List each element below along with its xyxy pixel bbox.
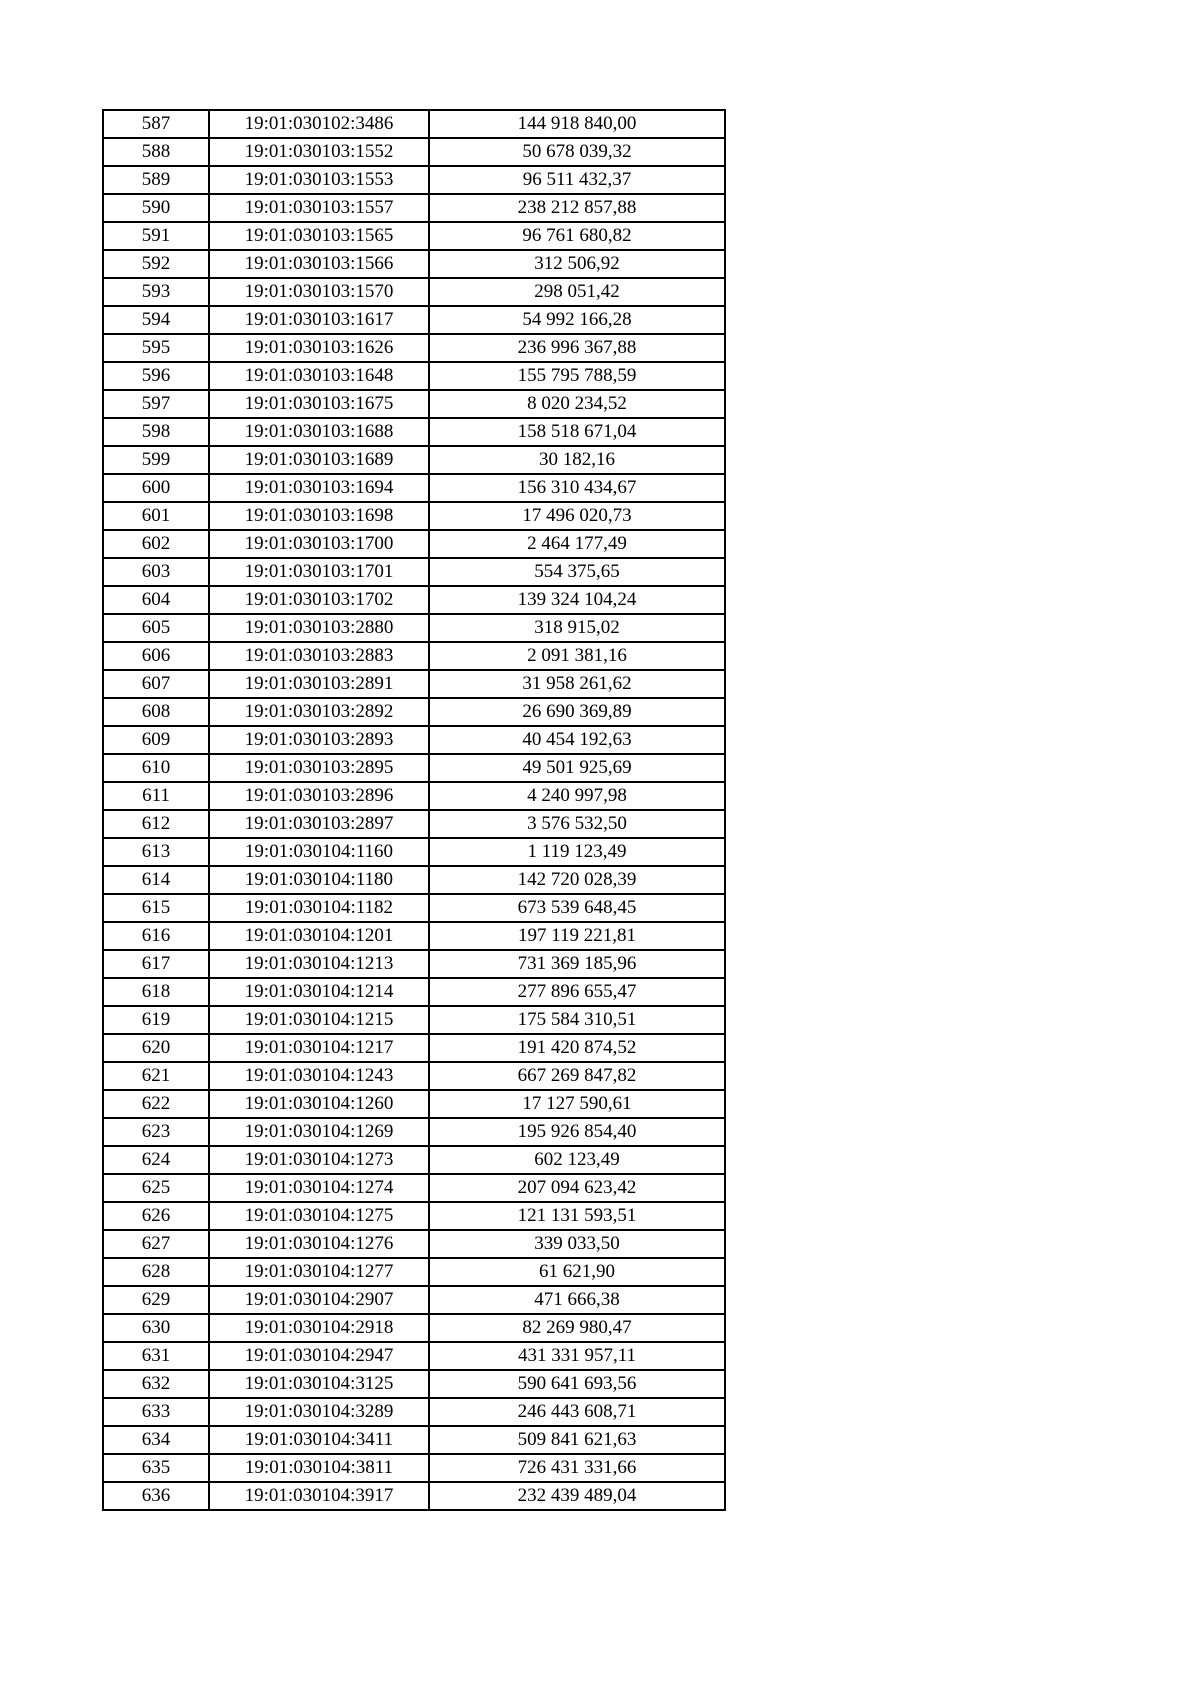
cadastral-number-cell: 19:01:030103:2893 (209, 726, 429, 754)
table-row (103, 1034, 725, 1062)
table-row (103, 1258, 725, 1286)
cadastral-number-cell: 19:01:030103:1557 (209, 194, 429, 222)
row-number-cell: 600 (103, 474, 209, 502)
table-row (103, 474, 725, 502)
cadastral-number-cell: 19:01:030104:1213 (209, 950, 429, 978)
cadastral-value-cell: 49 501 925,69 (429, 754, 725, 782)
cadastral-value-cell: 4 240 997,98 (429, 782, 725, 810)
cadastral-number-cell: 19:01:030102:3486 (209, 110, 429, 138)
row-number-cell: 589 (103, 166, 209, 194)
table-row (103, 250, 725, 278)
cadastral-number-cell: 19:01:030103:1648 (209, 362, 429, 390)
cadastral-value-cell: 31 958 261,62 (429, 670, 725, 698)
cadastral-number-cell: 19:01:030104:3811 (209, 1454, 429, 1482)
table-row (103, 306, 725, 334)
row-number-cell: 597 (103, 390, 209, 418)
cadastral-value-cell: 602 123,49 (429, 1146, 725, 1174)
cadastral-number-cell: 19:01:030103:2883 (209, 642, 429, 670)
row-number-cell: 608 (103, 698, 209, 726)
table-row (103, 1398, 725, 1426)
cadastral-value-cell: 139 324 104,24 (429, 586, 725, 614)
row-number-cell: 590 (103, 194, 209, 222)
cadastral-value-cell: 197 119 221,81 (429, 922, 725, 950)
table-row (103, 1230, 725, 1258)
row-number-cell: 633 (103, 1398, 209, 1426)
cadastral-number-cell: 19:01:030103:1702 (209, 586, 429, 614)
table-row (103, 1286, 725, 1314)
row-number-cell: 612 (103, 810, 209, 838)
row-number-cell: 615 (103, 894, 209, 922)
cadastral-value-cell: 339 033,50 (429, 1230, 725, 1258)
cadastral-value-cell: 298 051,42 (429, 278, 725, 306)
cadastral-number-cell: 19:01:030104:3289 (209, 1398, 429, 1426)
cadastral-value-cell: 96 761 680,82 (429, 222, 725, 250)
row-number-cell: 631 (103, 1342, 209, 1370)
cadastral-value-cell: 238 212 857,88 (429, 194, 725, 222)
table-row (103, 1426, 725, 1454)
row-number-cell: 614 (103, 866, 209, 894)
row-number-cell: 622 (103, 1090, 209, 1118)
row-number-cell: 605 (103, 614, 209, 642)
cadastral-value-cell: 509 841 621,63 (429, 1426, 725, 1454)
row-number-cell: 624 (103, 1146, 209, 1174)
row-number-cell: 634 (103, 1426, 209, 1454)
row-number-cell: 611 (103, 782, 209, 810)
row-number-cell: 588 (103, 138, 209, 166)
cadastral-number-cell: 19:01:030104:1160 (209, 838, 429, 866)
row-number-cell: 587 (103, 110, 209, 138)
cadastral-value-cell: 667 269 847,82 (429, 1062, 725, 1090)
row-number-cell: 596 (103, 362, 209, 390)
table-row (103, 1174, 725, 1202)
table-row (103, 1482, 725, 1510)
cadastral-number-cell: 19:01:030103:1701 (209, 558, 429, 586)
table-row (103, 1314, 725, 1342)
table-row (103, 390, 725, 418)
table-row (103, 894, 725, 922)
cadastral-value-cell: 17 127 590,61 (429, 1090, 725, 1118)
cadastral-number-cell: 19:01:030104:1276 (209, 1230, 429, 1258)
cadastral-value-cell: 471 666,38 (429, 1286, 725, 1314)
row-number-cell: 592 (103, 250, 209, 278)
table-row (103, 698, 725, 726)
cadastral-number-cell: 19:01:030104:3917 (209, 1482, 429, 1510)
row-number-cell: 599 (103, 446, 209, 474)
table-row (103, 138, 725, 166)
row-number-cell: 601 (103, 502, 209, 530)
cadastral-value-cell: 1 119 123,49 (429, 838, 725, 866)
cadastral-number-cell: 19:01:030104:1260 (209, 1090, 429, 1118)
cadastral-value-cell: 144 918 840,00 (429, 110, 725, 138)
cadastral-number-cell: 19:01:030104:1273 (209, 1146, 429, 1174)
cadastral-value-cell: 246 443 608,71 (429, 1398, 725, 1426)
row-number-cell: 606 (103, 642, 209, 670)
table-row (103, 922, 725, 950)
row-number-cell: 627 (103, 1230, 209, 1258)
cadastral-value-cell: 175 584 310,51 (429, 1006, 725, 1034)
cadastral-value-cell: 96 511 432,37 (429, 166, 725, 194)
cadastral-number-cell: 19:01:030104:1214 (209, 978, 429, 1006)
row-number-cell: 620 (103, 1034, 209, 1062)
cadastral-value-cell: 40 454 192,63 (429, 726, 725, 754)
table-row (103, 726, 725, 754)
row-number-cell: 603 (103, 558, 209, 586)
cadastral-number-cell: 19:01:030104:1180 (209, 866, 429, 894)
table-row (103, 166, 725, 194)
row-number-cell: 630 (103, 1314, 209, 1342)
cadastral-value-table (102, 109, 726, 1511)
table-row (103, 334, 725, 362)
table-row (103, 110, 725, 138)
cadastral-number-cell: 19:01:030103:1689 (209, 446, 429, 474)
cadastral-value-cell: 158 518 671,04 (429, 418, 725, 446)
cadastral-number-cell: 19:01:030104:1243 (209, 1062, 429, 1090)
cadastral-value-cell: 121 131 593,51 (429, 1202, 725, 1230)
cadastral-number-cell: 19:01:030103:2880 (209, 614, 429, 642)
cadastral-number-cell: 19:01:030103:1675 (209, 390, 429, 418)
table-row (103, 950, 725, 978)
cadastral-value-cell: 17 496 020,73 (429, 502, 725, 530)
table-row (103, 838, 725, 866)
cadastral-number-cell: 19:01:030103:1688 (209, 418, 429, 446)
cadastral-number-cell: 19:01:030103:2897 (209, 810, 429, 838)
table-row (103, 782, 725, 810)
table-row (103, 1062, 725, 1090)
cadastral-value-cell: 318 915,02 (429, 614, 725, 642)
table-row (103, 530, 725, 558)
cadastral-number-cell: 19:01:030104:2947 (209, 1342, 429, 1370)
cadastral-value-cell: 236 996 367,88 (429, 334, 725, 362)
cadastral-value-cell: 61 621,90 (429, 1258, 725, 1286)
cadastral-value-cell: 673 539 648,45 (429, 894, 725, 922)
table-row (103, 418, 725, 446)
row-number-cell: 595 (103, 334, 209, 362)
table-row (103, 1090, 725, 1118)
table-row (103, 978, 725, 1006)
cadastral-value-cell: 30 182,16 (429, 446, 725, 474)
cadastral-number-cell: 19:01:030104:2907 (209, 1286, 429, 1314)
cadastral-number-cell: 19:01:030104:1269 (209, 1118, 429, 1146)
cadastral-value-cell: 195 926 854,40 (429, 1118, 725, 1146)
cadastral-value-cell: 2 091 381,16 (429, 642, 725, 670)
row-number-cell: 636 (103, 1482, 209, 1510)
row-number-cell: 610 (103, 754, 209, 782)
cadastral-value-cell: 554 375,65 (429, 558, 725, 586)
row-number-cell: 607 (103, 670, 209, 698)
table-row (103, 1118, 725, 1146)
row-number-cell: 593 (103, 278, 209, 306)
table-row (103, 1342, 725, 1370)
row-number-cell: 602 (103, 530, 209, 558)
cadastral-number-cell: 19:01:030103:1698 (209, 502, 429, 530)
cadastral-value-cell: 50 678 039,32 (429, 138, 725, 166)
row-number-cell: 613 (103, 838, 209, 866)
row-number-cell: 628 (103, 1258, 209, 1286)
table-row (103, 642, 725, 670)
row-number-cell: 609 (103, 726, 209, 754)
row-number-cell: 618 (103, 978, 209, 1006)
table-row (103, 502, 725, 530)
table-row (103, 1202, 725, 1230)
cadastral-value-cell: 26 690 369,89 (429, 698, 725, 726)
table-row (103, 670, 725, 698)
table-row (103, 586, 725, 614)
cadastral-number-cell: 19:01:030104:2918 (209, 1314, 429, 1342)
cadastral-value-cell: 8 020 234,52 (429, 390, 725, 418)
row-number-cell: 591 (103, 222, 209, 250)
cadastral-number-cell: 19:01:030104:1201 (209, 922, 429, 950)
cadastral-value-cell: 155 795 788,59 (429, 362, 725, 390)
cadastral-number-cell: 19:01:030103:1553 (209, 166, 429, 194)
row-number-cell: 621 (103, 1062, 209, 1090)
row-number-cell: 629 (103, 1286, 209, 1314)
table-row (103, 362, 725, 390)
row-number-cell: 635 (103, 1454, 209, 1482)
cadastral-number-cell: 19:01:030103:2896 (209, 782, 429, 810)
cadastral-value-cell: 232 439 489,04 (429, 1482, 725, 1510)
table-row (103, 1454, 725, 1482)
cadastral-number-cell: 19:01:030104:1277 (209, 1258, 429, 1286)
cadastral-number-cell: 19:01:030103:1552 (209, 138, 429, 166)
cadastral-number-cell: 19:01:030103:1700 (209, 530, 429, 558)
row-number-cell: 617 (103, 950, 209, 978)
cadastral-value-cell: 82 269 980,47 (429, 1314, 725, 1342)
cadastral-value-cell: 431 331 957,11 (429, 1342, 725, 1370)
table-row (103, 866, 725, 894)
row-number-cell: 619 (103, 1006, 209, 1034)
cadastral-number-cell: 19:01:030104:1215 (209, 1006, 429, 1034)
cadastral-number-cell: 19:01:030104:1182 (209, 894, 429, 922)
cadastral-value-cell: 3 576 532,50 (429, 810, 725, 838)
row-number-cell: 626 (103, 1202, 209, 1230)
cadastral-value-cell: 312 506,92 (429, 250, 725, 278)
cadastral-value-cell: 142 720 028,39 (429, 866, 725, 894)
row-number-cell: 623 (103, 1118, 209, 1146)
table-row (103, 446, 725, 474)
row-number-cell: 604 (103, 586, 209, 614)
table-row (103, 810, 725, 838)
table-row (103, 222, 725, 250)
table-row (103, 1370, 725, 1398)
cadastral-number-cell: 19:01:030104:3125 (209, 1370, 429, 1398)
table-row (103, 278, 725, 306)
table-row (103, 754, 725, 782)
cadastral-value-cell: 590 641 693,56 (429, 1370, 725, 1398)
cadastral-number-cell: 19:01:030104:1217 (209, 1034, 429, 1062)
row-number-cell: 616 (103, 922, 209, 950)
cadastral-number-cell: 19:01:030104:3411 (209, 1426, 429, 1454)
table-row (103, 194, 725, 222)
table-row (103, 614, 725, 642)
cadastral-value-cell: 191 420 874,52 (429, 1034, 725, 1062)
cadastral-number-cell: 19:01:030104:1274 (209, 1174, 429, 1202)
cadastral-number-cell: 19:01:030103:1626 (209, 334, 429, 362)
row-number-cell: 625 (103, 1174, 209, 1202)
cadastral-value-cell: 207 094 623,42 (429, 1174, 725, 1202)
table-row (103, 558, 725, 586)
cadastral-number-cell: 19:01:030103:1694 (209, 474, 429, 502)
cadastral-value-cell: 54 992 166,28 (429, 306, 725, 334)
cadastral-number-cell: 19:01:030103:1570 (209, 278, 429, 306)
cadastral-value-cell: 277 896 655,47 (429, 978, 725, 1006)
table-row (103, 1006, 725, 1034)
cadastral-number-cell: 19:01:030103:1566 (209, 250, 429, 278)
row-number-cell: 598 (103, 418, 209, 446)
cadastral-number-cell: 19:01:030103:2891 (209, 670, 429, 698)
row-number-cell: 594 (103, 306, 209, 334)
cadastral-value-cell: 731 369 185,96 (429, 950, 725, 978)
cadastral-number-cell: 19:01:030103:2895 (209, 754, 429, 782)
table-row (103, 1146, 725, 1174)
cadastral-number-cell: 19:01:030103:1617 (209, 306, 429, 334)
cadastral-value-cell: 2 464 177,49 (429, 530, 725, 558)
cadastral-number-cell: 19:01:030103:1565 (209, 222, 429, 250)
cadastral-number-cell: 19:01:030104:1275 (209, 1202, 429, 1230)
cadastral-number-cell: 19:01:030103:2892 (209, 698, 429, 726)
row-number-cell: 632 (103, 1370, 209, 1398)
cadastral-value-cell: 726 431 331,66 (429, 1454, 725, 1482)
cadastral-value-cell: 156 310 434,67 (429, 474, 725, 502)
table-body (103, 110, 725, 1510)
